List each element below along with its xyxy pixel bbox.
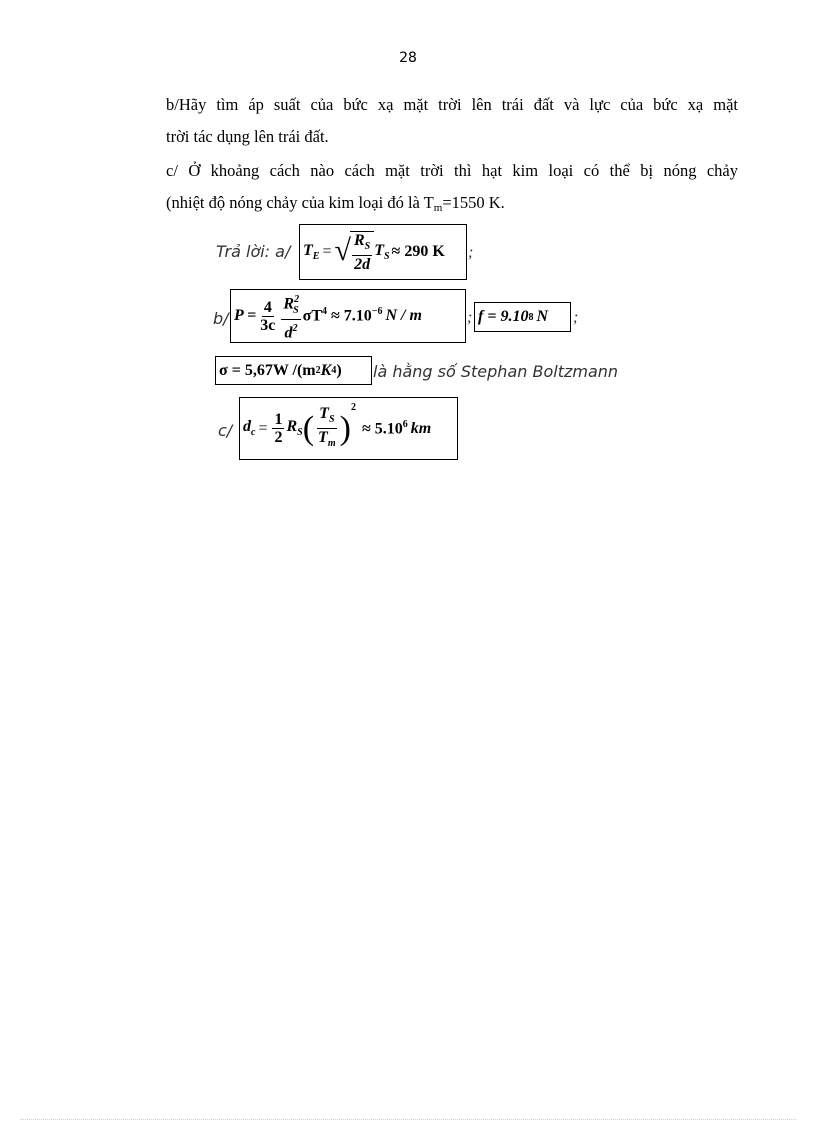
formula-f-box: f = 9.10 8 N <box>474 302 571 332</box>
question-c-line2: (nhiệt độ nóng chảy của kim loại đó là $T_m=1550$ K. <box>166 193 505 214</box>
question-c <box>166 155 738 224</box>
answer-b-label: b/ <box>213 309 229 328</box>
page-bottom-border <box>20 1119 796 1120</box>
question-b-line1: b/Hãy tìm áp suất của bức xạ mặt trời lên trái đất và lực của bức xạ mặt <box>166 95 738 114</box>
sigma-box: σ = 5,67W /(m 2 K 4 ) <box>215 356 372 385</box>
formula-a-result: ≈ 290 K <box>391 243 445 260</box>
answer-label: Trả lời: a/ <box>216 242 291 261</box>
formula-a-sqrt: √ $\frac{R_S}{2d}$ <box>334 231 374 273</box>
question-b <box>166 89 738 153</box>
answer-c-label: c/ <box>218 421 233 440</box>
formula-c-box: $d_c$ = $\frac{1}{2}$ $R_S$ ( $\frac{T_S}{T_m}$ ) $^2$ ≈ $5.10^6$ km <box>239 397 458 460</box>
formula-a-te: $T_E$ <box>303 241 320 263</box>
formula-a-box: $T_E$ = √ $\frac{R_S}{2d}$ $T_S$ ≈ 290 K <box>299 224 467 280</box>
formula-b-box: P = $\frac{4}{3c}$ $\frac{R^2_S}{d^2}$ $\sigma T^4$ ≈ $7.10^{-6}$ N / m <box>230 289 466 343</box>
question-b-line2: trời tác dụng lên trái đất. <box>166 127 329 146</box>
page-number: 28 <box>399 50 417 66</box>
sigma-description: là hằng số Stephan Boltzmann <box>373 362 619 381</box>
question-c-line1: c/ Ở khoảng cách nào cách mặt trời thì hạt kim loại có thể bị nóng chảy <box>166 161 738 180</box>
